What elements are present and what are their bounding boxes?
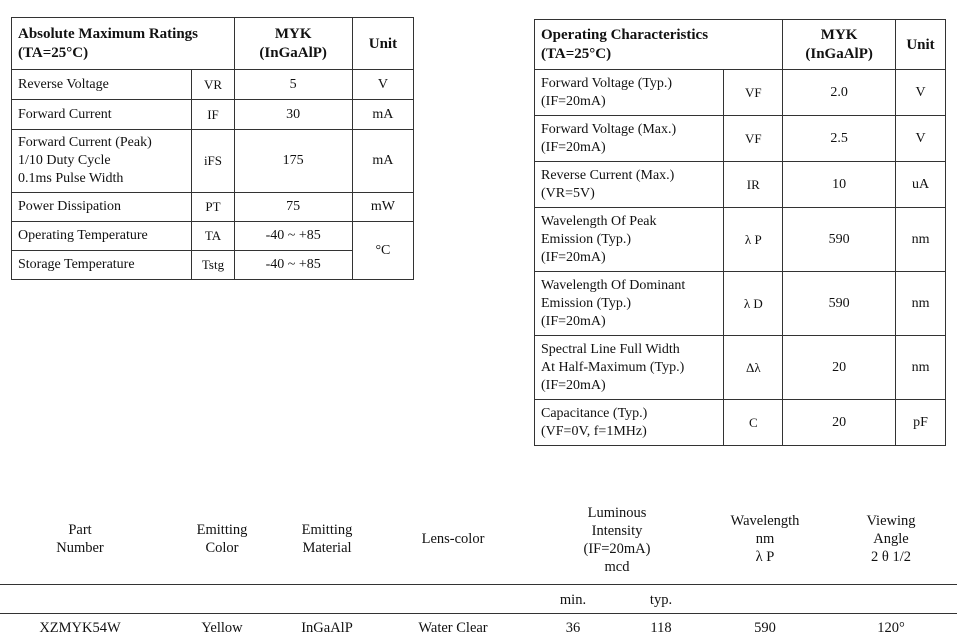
- op-col-myk: MYK (InGaAlP): [783, 20, 896, 70]
- header-viewing-angle: Viewing Angle 2 θ 1/2: [866, 513, 916, 565]
- table-row: Forward Current (Peak) 1/10 Duty Cycle 0.1ms Pulse Width iFS 175 mA: [12, 130, 414, 193]
- op-title: Operating Characteristics (TA=25°C): [535, 20, 783, 70]
- sub-header-typ: typ.: [649, 592, 673, 608]
- header-luminous-intensity: Luminous Intensity (IF=20mA) mcd: [583, 505, 651, 575]
- wavelength: 590: [754, 620, 776, 636]
- table-row: Forward Current IF 30 mA: [12, 100, 414, 130]
- operating-characteristics-table: [534, 19, 946, 446]
- table-row: Reverse Current (Max.) (VR=5V) IR 10 uA: [535, 162, 946, 208]
- header-divider: [0, 584, 957, 585]
- table-row: Reverse Voltage VR 5 V: [12, 70, 414, 100]
- header-wavelength: Wavelength nm λ P: [730, 513, 800, 565]
- abs-title: Absolute Maximum Ratings (TA=25°C): [12, 18, 235, 70]
- abs-col-myk: MYK (InGaAlP): [234, 18, 352, 70]
- header-emitting-color: Emitting Color: [196, 522, 248, 556]
- header-lens-color: Lens-color: [421, 531, 485, 547]
- part-number: XZMYK54W: [39, 620, 121, 636]
- table-row: Storage Temperature Tstg -40 ~ +85: [12, 251, 414, 280]
- op-col-unit: Unit: [896, 20, 946, 70]
- table-row: Forward Voltage (Max.) (IF=20mA) VF 2.5 V: [535, 116, 946, 162]
- table-row: Forward Voltage (Typ.) (IF=20mA) VF 2.0 V: [535, 70, 946, 116]
- emitting-color: Yellow: [201, 620, 243, 636]
- table-row: Capacitance (Typ.) (VF=0V, f=1MHz) C 20 pF: [535, 400, 946, 446]
- sub-header-min: min.: [559, 592, 587, 608]
- table-row: Operating Temperature TA -40 ~ +85 °C: [12, 222, 414, 251]
- sub-header-divider: [0, 613, 957, 614]
- table-row: Wavelength Of Peak Emission (Typ.) (IF=20mA) λ P 590 nm: [535, 208, 946, 272]
- absolute-max-ratings-table: [11, 17, 414, 280]
- emitting-material: InGaAlP: [301, 620, 353, 636]
- luminous-min: 36: [565, 620, 581, 636]
- table-row: Power Dissipation PT 75 mW: [12, 193, 414, 222]
- part-number-table: [0, 500, 957, 642]
- table-row: Spectral Line Full Width At Half-Maximum (Typ.) (IF=20mA) Δλ 20 nm: [535, 336, 946, 400]
- abs-col-unit: Unit: [352, 18, 413, 70]
- viewing-angle: 120°: [877, 620, 905, 636]
- header-emitting-material: Emitting Material: [301, 522, 353, 556]
- lens-color: Water Clear: [418, 620, 488, 636]
- table-row: Wavelength Of Dominant Emission (Typ.) (IF=20mA) λ D 590 nm: [535, 272, 946, 336]
- luminous-typ: 118: [650, 620, 672, 636]
- header-part-number: Part Number: [56, 522, 104, 556]
